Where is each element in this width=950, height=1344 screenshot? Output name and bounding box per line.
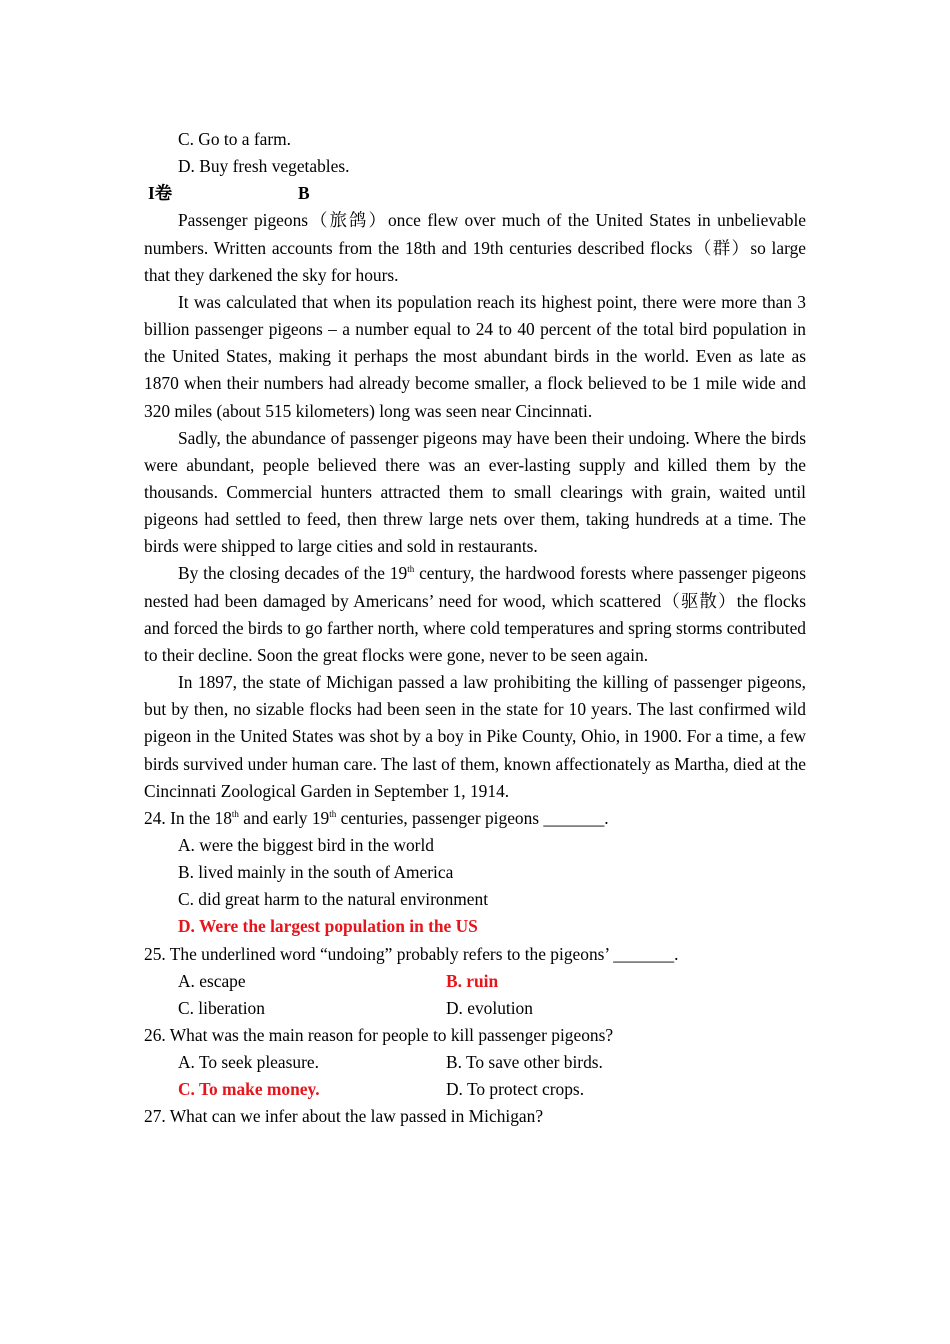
section-letter: B — [298, 183, 310, 204]
q25-option-a: A. escape — [178, 970, 246, 991]
q26-option-a: A. To seek pleasure. — [178, 1052, 319, 1073]
q26-option-c-answer: C. To make money. — [178, 1079, 320, 1100]
q25-option-c: C. liberation — [178, 997, 265, 1018]
p4-post: century, the hardwood forests where passenger pigeons nested had been damaged by Americans’ need for wood, which scattered（驱散）the flocks and forced the birds to go farther north, where cold temperatures and spring storms contributed to their decline. Soon the great flocks were gone, never to be seen again. — [144, 563, 806, 665]
q26-row-1 — [144, 1049, 806, 1076]
q24-stem-b: and early 19 — [238, 807, 330, 828]
passage-paragraph-2: It was calculated that when its population reach its highest point, there were more than 3 billion passenger pigeons – a number equal to 24 to 40 percent of the total bird population in the United States, making it perhaps the most abundant birds in the world. Even as late as 1870 when their numbers had already become smaller, a flock believed to be 1 mile wide and 320 miles (about 515 kilometers) long was seen near Cincinnati. — [144, 291, 806, 421]
q25-row-2 — [144, 995, 806, 1022]
passage-paragraph-1: Passenger pigeons（旅鸽）once flew over much of the United States in unbelievable numbers. Written accounts from the 18th and 19th centuries described flocks（群）so large that they darkened the sky for hours. — [144, 210, 806, 285]
passage-paragraph-4 — [144, 560, 806, 669]
question-25-stem: 25. The underlined word “undoing” probably refers to the pigeons’ _______. — [144, 943, 679, 964]
section-heading — [144, 180, 806, 207]
q25-option-d: D. evolution — [446, 997, 533, 1018]
q26-option-b: B. To save other birds. — [446, 1052, 603, 1073]
q24-option-b: B. lived mainly in the south of America — [178, 862, 454, 883]
q26-row-2 — [144, 1076, 806, 1103]
q24-option-d-answer: D. Were the largest population in the US — [178, 916, 478, 937]
q24-option-a: A. were the biggest bird in the world — [178, 835, 434, 855]
p4-sup: th — [407, 564, 415, 575]
q25-option-b-answer: B. ruin — [446, 970, 499, 991]
q24-sup1: th — [231, 808, 239, 819]
document-page — [144, 126, 806, 1131]
question-27-stem: 27. What can we infer about the law passed in Michigan? — [144, 1106, 544, 1127]
q24-option-c: C. did great harm to the natural environment — [178, 889, 489, 910]
q26-option-d: D. To protect crops. — [446, 1079, 585, 1100]
question-26-stem: 26. What was the main reason for people to kill passenger pigeons? — [144, 1024, 614, 1045]
option-d-prev: D. Buy fresh vegetables. — [178, 156, 350, 177]
question-24-stem — [144, 805, 806, 832]
passage-paragraph-3: Sadly, the abundance of passenger pigeons may have been their undoing. Where the birds were abundant, people believed there was an ever-lasting supply and killed them by the thousands. Commercial hunters attracted them to small clearings with grain, waited until pigeons had settled to feed, then threw large nets over them, taking hundreds at a time. The birds were shipped to large cities and sold in restaurants. — [144, 427, 806, 557]
q24-stem-a: 24. In the 18 — [144, 807, 232, 828]
q24-stem-c: centuries, passenger pigeons _______. — [336, 807, 609, 828]
p4-pre: By the closing decades of the 19 — [178, 563, 408, 584]
q25-row-1 — [144, 968, 806, 995]
passage-paragraph-5: In 1897, the state of Michigan passed a law prohibiting the killing of passenger pigeons, but by then, no sizable flocks had been seen in the state for 10 years. The last confirmed wild pigeon in the United States was shot by a boy in Pike County, Ohio, in 1900. For a time, a few birds survived under human care. The last of them, known affectionately as Martha, died at the Cincinnati Zoological Garden in September 1, 1914. — [144, 672, 806, 801]
q24-sup2: th — [329, 808, 337, 819]
section-label: I卷 — [148, 183, 173, 204]
option-c-prev: C. Go to a farm. — [178, 129, 292, 149]
